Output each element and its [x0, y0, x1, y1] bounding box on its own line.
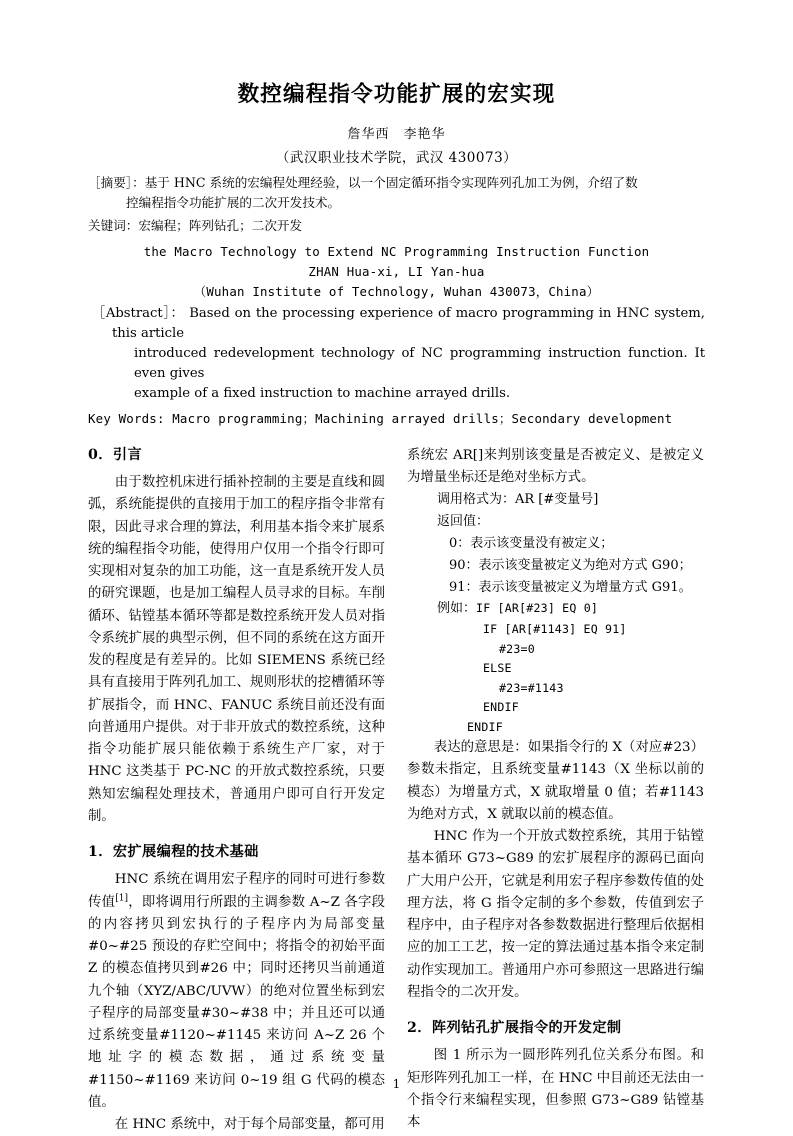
- abstract-english-label: ［Abstract］：: [92, 305, 185, 321]
- code-line-4: #23=#1143: [499, 680, 564, 695]
- keywords-chinese: 关键词：宏编程；阵列钻孔；二次开发: [88, 217, 303, 233]
- paragraph-local-variable: 在 HNC 系统中，对于每个局部变量，都可用: [114, 1117, 385, 1133]
- section-heading-1: 1．宏扩展编程的技术基础: [88, 844, 259, 861]
- english-authors: ZHAN Hua-xi, LI Yan-hua: [308, 264, 485, 280]
- abstract-chinese: [88, 173, 705, 214]
- body-columns: [88, 445, 705, 1136]
- return-value-label: 返回值：: [437, 514, 490, 530]
- left-column: [88, 445, 385, 1136]
- return-value-91: 91：表示该变量被定义为增量方式 G91。: [449, 579, 692, 595]
- paragraph-meaning: 表达的意思是：如果指令行的 X（对应#23）参数未指定，且系统变量#1143（X 坐标以前的模态）为增量方式，X 就取增量 0 值；若#1143 为绝对方式，X 就取以前的模态值。: [407, 740, 704, 822]
- page-number: 1: [392, 1077, 401, 1091]
- english-title: the Macro Technology to Extend NC Programming Instruction Function: [143, 243, 650, 259]
- abstract-chinese-label: ［摘要］：: [88, 174, 145, 190]
- example-label: 例如：: [437, 601, 477, 617]
- code-line-1: IF [AR[#1143] EQ 91]: [483, 622, 627, 637]
- authors-line: 詹华西 李艳华: [347, 127, 446, 143]
- section-heading-2: 2．阵列钻孔扩展指令的开发定制: [407, 1020, 622, 1037]
- paragraph-hnc-open: HNC 作为一个开放式数控系统，其用于钻镗基本循环 G73~G89 的宏扩展程序的源码已面向广大用户公开，它就是利用宏子程序参数传值的处理方法，将 G 指令定制的多个参数，传值到宏子程序中，由子程序对各参数数据进行整理后依据相应的加工工艺，按一定的算法通过基本指令来定制动作实现加工。普通用户亦可参照这一思路进行编程指令的二次开发。: [407, 829, 704, 1000]
- english-affiliation: （Wuhan Institute of Technology, Wuhan 430073，China）: [193, 284, 600, 300]
- footnote-marker-1: [1]: [115, 893, 128, 904]
- affiliation-line: （武汉职业技术学院，武汉 430073）: [275, 149, 518, 166]
- abstract-english: [88, 304, 705, 404]
- example-line: [407, 598, 704, 620]
- paragraph-intro: 由于数控机床进行插补控制的主要是直线和圆弧，系统能提供的直接用于加工的程序指令非常有限，因此寻求合理的算法，利用基本指令来扩展系统的编程指令功能，使得用户仅用一个指令行即可实现相对复杂的加工功能，这一直是系统开发人员的研究课题，也是加工编程人员寻求的目标。车削循环、钻镗基本循环等都是数控系统开发人员对指令系统扩展的典型示例，但不同的系统在这方面开发的程度是有差异的。比如 SIEMENS 系统已经具有直接用于阵列孔加工、规则形状的挖槽循环等扩展指令，而 HNC、FANUC 系统目前还没有面向普通用户提供。对于非开放式的数控系统，这种指令功能扩展只能依赖于系统生产厂家，对于 HNC 这类基于 PC-NC 的开放式数控系统，只要熟知宏编程处理技术，普通用户即可自行开发定制。: [88, 475, 385, 824]
- code-line-2: #23=0: [499, 641, 535, 656]
- section-heading-0: 0．引言: [88, 446, 143, 463]
- paragraph-array-drill: 图 1 所示为一圆形阵列孔位关系分布图。和矩形阵列孔加工一样，在 HNC 中目前还无法由一个指令行来编程实现，但参照 G73~G89 钻镗基本: [407, 1048, 704, 1131]
- code-line-6: ENDIF: [467, 719, 503, 734]
- abstract-chinese-line2: 控编程指令功能扩展的二次开发技术。: [126, 195, 341, 211]
- abstract-english-line3: example of a fixed instruction to machine arrayed drills.: [134, 385, 511, 401]
- return-value-0: 0：表示该变量没有被定义；: [449, 535, 614, 551]
- paragraph-ar-macro: 系统宏 AR[]来判别该变量是否被定义、是被定义为增量坐标还是绝对坐标方式。: [407, 447, 704, 486]
- abstract-chinese-line1: 基于 HNC 系统的宏编程处理经验，以一个固定循环指令实现阵列孔加工为例，介绍了数: [144, 174, 638, 190]
- paragraph-macro-basis-b: ，即将调用行所跟的主调参数 A~Z 各字段的内容拷贝到宏执行的子程序内为局部变量#0~#25 预设的存贮空间中；将指令的初始平面 Z 的模态值拷贝到#26 中；同时还拷贝当前通道九个轴（XYZ/ABC/UVW）的绝对位置坐标到宏子程序的局部变量#30~#38 中；并且还可以通过系统变量#1120~#1145 来访问 A~Z 26 个地址字的模态数据，通过系统变量#1150~#1169 来访问 0~19 组 G 代码的模态值。: [88, 894, 385, 1110]
- abstract-english-line2: introduced redevelopment technology of NC programming instruction function. It even gives: [134, 345, 705, 381]
- code-line-5: ENDIF: [483, 700, 519, 715]
- code-line-0: IF [AR[#23] EQ 0]: [476, 601, 599, 616]
- abstract-english-line1: Based on the processing experience of macro programming in HNC system, this article: [112, 305, 705, 341]
- keywords-english: Key Words: Macro programming；Machining arrayed drills；Secondary development: [88, 410, 673, 426]
- code-line-3: ELSE: [483, 661, 512, 676]
- right-column: [407, 445, 704, 1135]
- return-value-90: 90：表示该变量被定义为绝对方式 G90；: [449, 557, 692, 573]
- paragraph-macro-basis-a: HNC 系统在调用宏子程序的同时可进行参数传值: [88, 872, 385, 910]
- page-title: 数控编程指令功能扩展的宏实现: [237, 82, 556, 107]
- call-format-line: 调用格式为：AR [#变量号]: [437, 492, 599, 508]
